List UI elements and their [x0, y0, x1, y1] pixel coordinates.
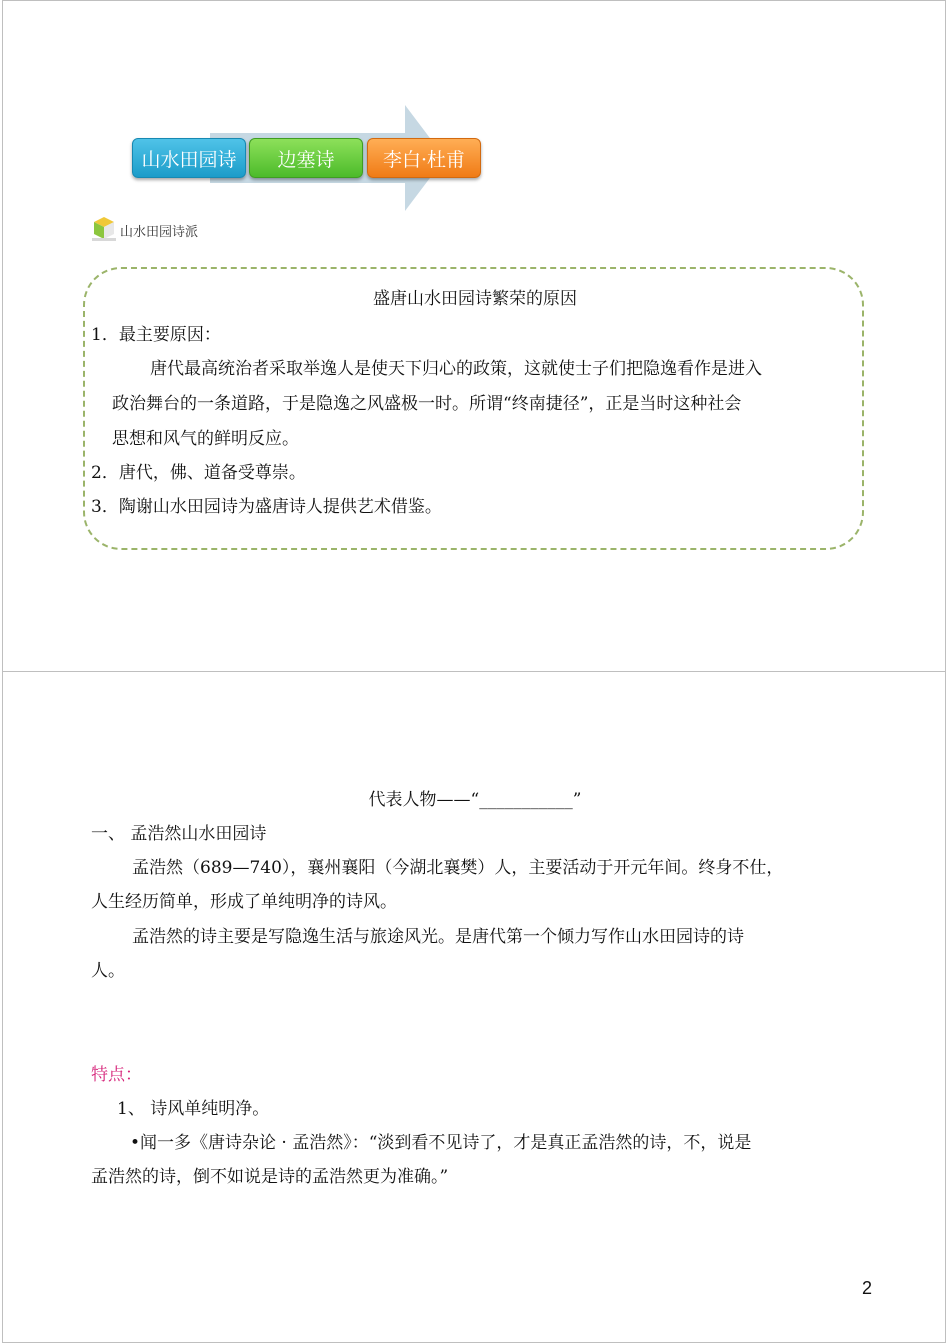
- cube-logo-icon: [90, 212, 118, 242]
- reason-3: 3．陶谢山水田园诗为盛唐诗人提供艺术借鉴。: [91, 497, 442, 517]
- para-2-line-1: 孟浩然的诗主要是写隐逸生活与旅途风光。是唐代第一个倾力写作山水田园诗的诗: [132, 927, 744, 947]
- page-number: 2: [861, 1278, 872, 1298]
- reason-2: 2．唐代，佛、道备受尊崇。: [91, 463, 306, 483]
- features-label: 特点：: [91, 1065, 142, 1085]
- reason-1-heading: 1．最主要原因：: [91, 325, 221, 345]
- logo-label: 山水田园诗派: [120, 225, 199, 240]
- tab-libai-dufu[interactable]: 李白·杜甫: [367, 138, 481, 178]
- tab-landscape-poetry[interactable]: 山水田园诗: [132, 138, 246, 178]
- feature-1: 1、 诗风单纯明净。: [117, 1099, 270, 1119]
- tab-frontier-poetry[interactable]: 边塞诗: [249, 138, 363, 178]
- slide-2: [2, 671, 946, 1343]
- reason-1-line-3: 思想和风气的鲜明反应。: [112, 429, 299, 449]
- reason-1-line-1: 唐代最高统治者采取举逸人是使天下归心的政策，这就使士子们把隐逸看作是进入: [150, 359, 762, 379]
- para-1-line-2: 人生经历简单，形成了单纯明净的诗风。: [91, 892, 397, 912]
- slide-2-title: 代表人物——“___________”: [368, 790, 582, 810]
- quote-line-2: 孟浩然的诗，倒不如说是诗的孟浩然更为准确。”: [91, 1167, 449, 1187]
- section-logo: [90, 212, 198, 242]
- quote-line-1: •闻一多《唐诗杂论 · 孟浩然》：“淡到看不见诗了，才是真正孟浩然的诗，不，说是: [130, 1133, 752, 1153]
- para-2-line-2: 人。: [91, 961, 125, 981]
- para-1-line-1: 孟浩然（689—740），襄州襄阳（今湖北襄樊）人，主要活动于开元年间。终身不仕，: [132, 858, 784, 878]
- section-heading: 一、 孟浩然山水田园诗: [91, 824, 267, 844]
- reason-1-line-2: 政治舞台的一条道路，于是隐逸之风盛极一时。所谓“终南捷径”，正是当时这种社会: [112, 394, 742, 414]
- reasons-title: 盛唐山水田园诗繁荣的原因: [373, 289, 577, 309]
